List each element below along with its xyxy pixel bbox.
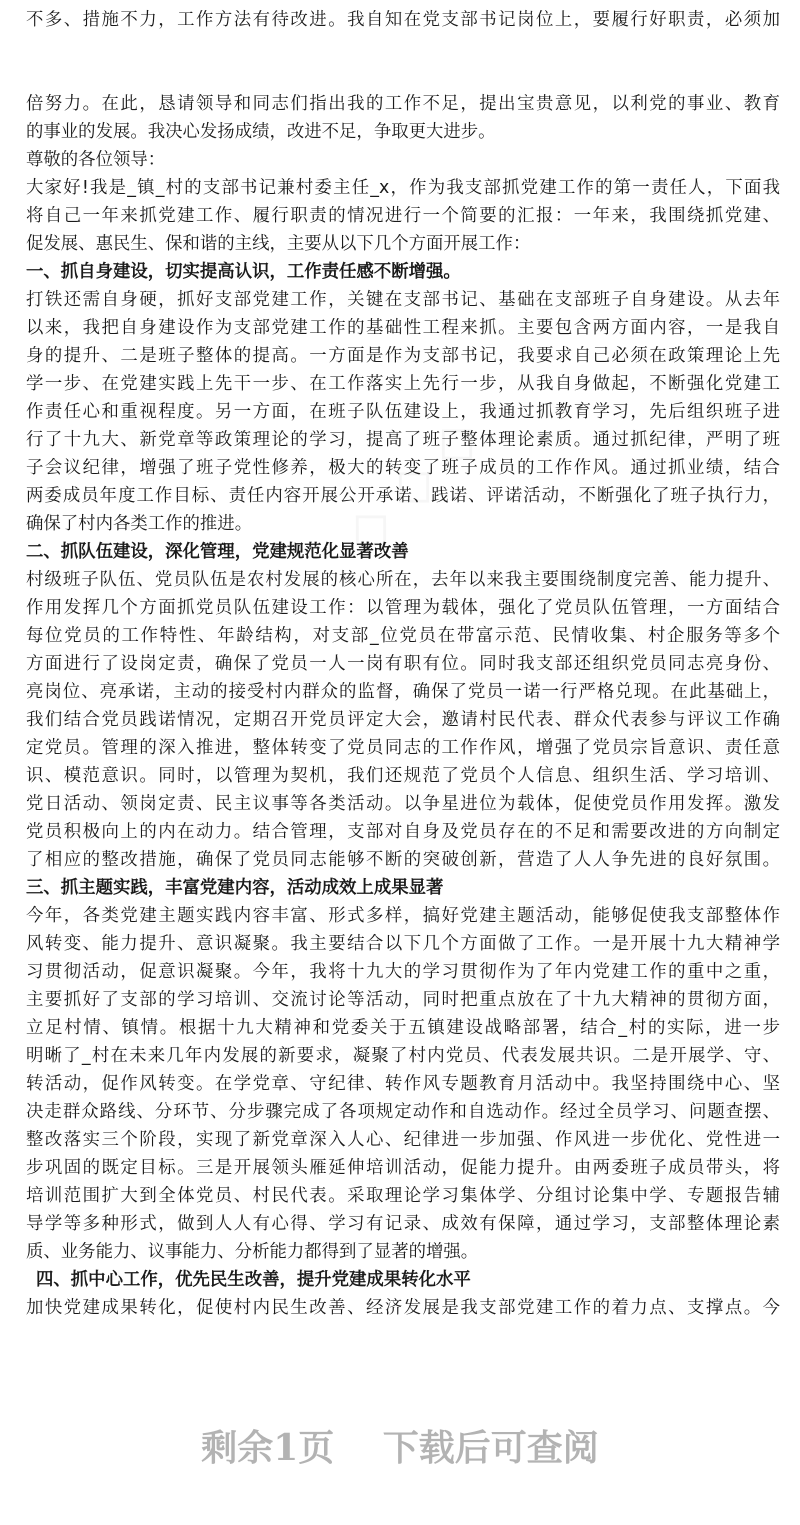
text-line: 了相应的整改措施，确保了党员同志能够不断的突破创新，营造了人人争先进的良好氛围。 bbox=[26, 850, 780, 870]
text-line: 明晰了_村在未来几年内发展的新要求，凝聚了村内党员、代表发展共识。二是开展学、守、 bbox=[26, 1046, 780, 1066]
section-heading: 二、抓队伍建设，深化管理，党建规范化显著改善 bbox=[26, 542, 409, 562]
text-line: 我们结合党员践诺情况，定期召开党员评定大会，邀请村民代表、群众代表参与评议工作确 bbox=[26, 710, 780, 730]
download-to-view-label[interactable]: 下载后可查阅 bbox=[382, 1427, 599, 1469]
section-heading: 四、抓中心工作，优先民生改善，提升党建成果转化水平 bbox=[36, 1270, 471, 1290]
text-line: 尊敬的各位领导： bbox=[26, 150, 166, 170]
text-line: 的事业的发展。我决心发扬成绩，改进不足，争取更大进步。 bbox=[26, 122, 496, 142]
text-line: 两委成员年度工作目标、责任内容开展公开承诺、践诺、评诺活动，不断强化了班子执行力， bbox=[26, 486, 780, 506]
text-line: 培训范围扩大到全体党员、村民代表。采取理论学习集体学、分组讨论集中学、专题报告辅 bbox=[26, 1186, 780, 1206]
text-line: 主要抓好了支部的学习培训、交流讨论等活动，同时把重点放在了十九大精神的贯彻方面， bbox=[26, 990, 780, 1010]
text-line: 定党员。管理的深入推进，整体转变了党员同志的工作作风，增强了党员宗旨意识、责任意 bbox=[26, 738, 780, 758]
text-line: 不多、措施不力，工作方法有待改进。我自知在党支部书记岗位上，要履行好职责，必须加 bbox=[26, 10, 780, 30]
text-line: 质、业务能力、议事能力、分析能力都得到了显著的增强。 bbox=[26, 1242, 479, 1262]
text-line: 子会议纪律，增强了班子党性修养，极大的转变了班子成员的工作作风。通过抓业绩，结合 bbox=[26, 458, 780, 478]
text-line: 亮岗位、亮承诺，主动的接受村内群众的监督，确保了党员一诺一行严格兑现。在此基础上， bbox=[26, 682, 780, 702]
text-line: 作责任心和重视程度。另一方面，在班子队伍建设上，我通过抓教育学习，先后组织班子进 bbox=[26, 402, 780, 422]
text-line: 大家好!我是_镇_村的支部书记兼村委主任_x，作为我支部抓党建工作的第一责任人，下面我 bbox=[26, 178, 780, 198]
text-line: 转活动，促作风转变。在学党章、守纪律、转作风专题教育月活动中。我坚持围绕中心、坚 bbox=[26, 1074, 780, 1094]
section-heading: 三、抓主题实践，丰富党建内容，活动成效上成果显著 bbox=[26, 878, 444, 898]
text-line: 决走群众路线、分环节、分步骤完成了各项规定动作和自选动作。经过全员学习、问题查摆、 bbox=[26, 1102, 780, 1122]
text-line: 身的提升、二是班子整体的提高。一方面是作为支部书记，我要求自己必须在政策理论上先 bbox=[26, 346, 780, 366]
text-line: 导学等多种形式，做到人人有心得、学习有记录、成效有保障，通过学习，支部整体理论素 bbox=[26, 1214, 780, 1234]
remaining-pages-label: 剩余1页 bbox=[201, 1427, 335, 1469]
text-line: 每位党员的工作特性、年龄结构，对支部_位党员在带富示范、民情收集、村企服务等多个 bbox=[26, 626, 780, 646]
download-prompt[interactable] bbox=[0, 1420, 800, 1471]
text-line: 步巩固的既定目标。三是开展领头雁延伸培训活动，促能力提升。由两委班子成员带头，将 bbox=[26, 1158, 780, 1178]
text-line: 方面进行了设岗定责，确保了党员一人一岗有职有位。同时我支部还组织党员同志亮身份、 bbox=[26, 654, 780, 674]
text-line: 整改落实三个阶段，实现了新党章深入人心、纪律进一步加强、作风进一步优化、党性进一 bbox=[26, 1130, 780, 1150]
text-line: 确保了村内各类工作的推进。 bbox=[26, 514, 253, 534]
text-line: 立足村情、镇情。根据十九大精神和党委关于五镇建设战略部署，结合_村的实际，进一步 bbox=[26, 1018, 780, 1038]
text-line: 学一步、在党建实践上先干一步、在工作落实上先行一步，从我自身做起，不断强化党建工 bbox=[26, 374, 780, 394]
text-line: 将自己一年来抓党建工作、履行职责的情况进行一个简要的汇报：一年来，我围绕抓党建、 bbox=[26, 206, 780, 226]
text-line: 党员积极向上的内在动力。结合管理，支部对自身及党员存在的不足和需要改进的方向制定 bbox=[26, 822, 780, 842]
text-line: 识、模范意识。同时，以管理为契机，我们还规范了党员个人信息、组织生活、学习培训、 bbox=[26, 766, 780, 786]
text-line: 风转变、能力提升、意识凝聚。我主要结合以下几个方面做了工作。一是开展十九大精神学 bbox=[26, 934, 780, 954]
text-line: 促发展、惠民生、保和谐的主线，主要从以下几个方面开展工作： bbox=[26, 234, 531, 254]
text-line: 作用发挥几个方面抓党员队伍建设工作：以管理为载体，强化了党员队伍管理，一方面结合 bbox=[26, 598, 780, 618]
text-line: 以来，我把自身建设作为支部党建工作的基础性工程来抓。主要包含两方面内容，一是我自 bbox=[26, 318, 780, 338]
text-line: 党日活动、领岗定责、民主议事等各类活动。以争星进位为载体，促使党员作用发挥。激发 bbox=[26, 794, 780, 814]
text-line: 今年，各类党建主题实践内容丰富、形式多样，搞好党建主题活动，能够促使我支部整体作 bbox=[26, 906, 780, 926]
text-line: 行了十九大、新党章等政策理论的学习，提高了班子整体理论素质。通过抓纪律，严明了班 bbox=[26, 430, 780, 450]
section-heading: 一、抓自身建设，切实提高认识，工作责任感不断增强。 bbox=[26, 262, 461, 282]
text-line: 村级班子队伍、党员队伍是农村发展的核心所在，去年以来我主要围绕制度完善、能力提升、 bbox=[26, 570, 780, 590]
text-line: 加快党建成果转化，促使村内民生改善、经济发展是我支部党建工作的着力点、支撑点。今 bbox=[26, 1298, 780, 1318]
text-line: 倍努力。在此，恳请领导和同志们指出我的工作不足，提出宝贵意见，以利党的事业、教育 bbox=[26, 94, 780, 114]
text-line: 打铁还需自身硬，抓好支部党建工作，关键在支部书记、基础在支部班子自身建设。从去年 bbox=[26, 290, 780, 310]
text-line: 习贯彻活动，促意识凝聚。今年，我将十九大的学习贯彻作为了年内党建工作的重中之重， bbox=[26, 962, 780, 982]
